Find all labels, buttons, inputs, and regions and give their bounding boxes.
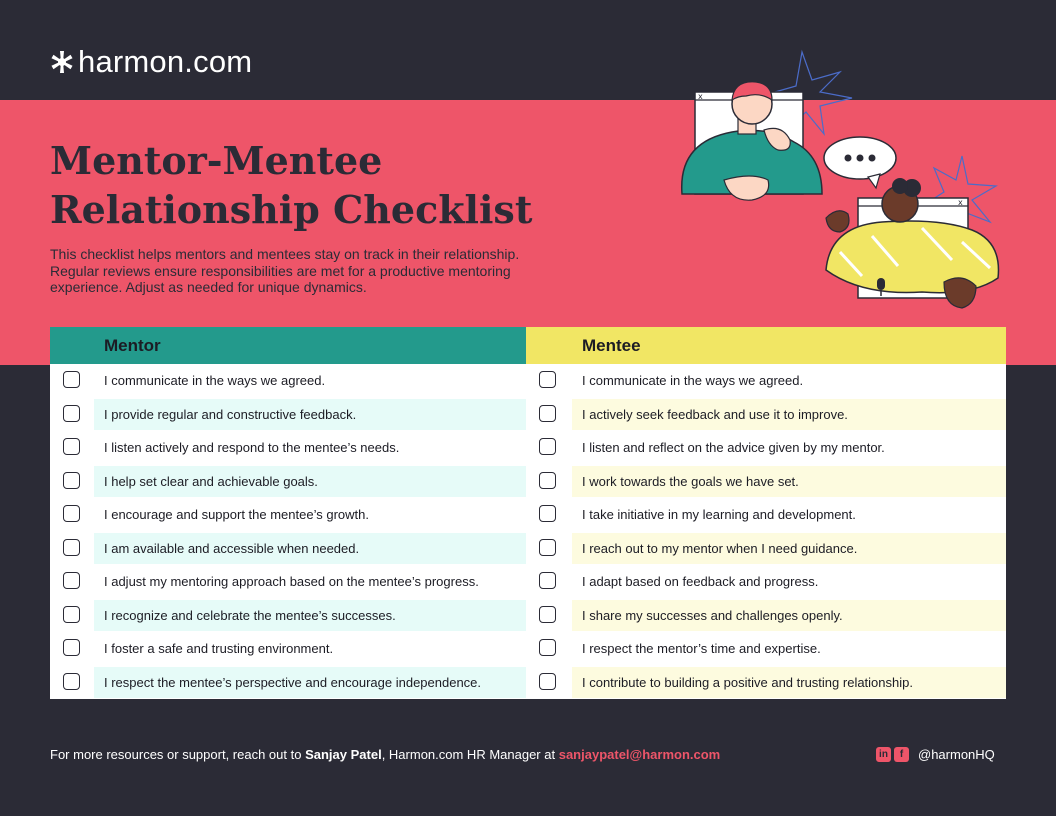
- item-label: I provide regular and constructive feedback.: [94, 399, 526, 431]
- checkbox[interactable]: [539, 405, 556, 422]
- item-label: I recognize and celebrate the mentee’s successes.: [94, 600, 526, 632]
- item-label: I share my successes and challenges openly.: [572, 600, 1006, 632]
- item-label: I help set clear and achievable goals.: [94, 466, 526, 498]
- checklist-row: [526, 632, 1006, 666]
- contact-role: , Harmon.com HR Manager at: [381, 747, 556, 762]
- checkbox[interactable]: [539, 639, 556, 656]
- svg-text:x: x: [698, 92, 703, 101]
- checkbox[interactable]: [539, 438, 556, 455]
- linkedin-icon[interactable]: in: [876, 747, 891, 762]
- checklist-row: [50, 599, 526, 633]
- checklist-row: [526, 431, 1006, 465]
- checklist-row: [50, 565, 526, 599]
- item-label: I encourage and support the mentee’s growth.: [104, 507, 369, 523]
- item-label: I communicate in the ways we agreed.: [104, 373, 326, 389]
- item-label: I take initiative in my learning and development.: [582, 507, 856, 523]
- page-title: [50, 136, 570, 234]
- checklist-row: [50, 632, 526, 666]
- item-label: I respect the mentor’s time and expertise.: [582, 641, 821, 657]
- speech-bubble-icon: [824, 137, 896, 188]
- mentor-heading: Mentor: [50, 327, 526, 364]
- mentor-rows: [50, 364, 526, 699]
- checklist-row: [526, 465, 1006, 499]
- checklist-row: [526, 666, 1006, 700]
- mentee-rows: [526, 364, 1006, 699]
- facebook-icon[interactable]: f: [894, 747, 909, 762]
- checkbox[interactable]: [63, 438, 80, 455]
- checkbox[interactable]: [63, 371, 80, 388]
- checklist-row: [50, 498, 526, 532]
- checkbox[interactable]: [63, 405, 80, 422]
- asterisk-icon: [50, 50, 74, 74]
- checklist-row: [526, 398, 1006, 432]
- mentee-heading: Mentee: [526, 327, 1006, 364]
- checkbox[interactable]: [63, 606, 80, 623]
- checkbox[interactable]: [539, 539, 556, 556]
- svg-text:x: x: [958, 198, 963, 207]
- checkbox[interactable]: [539, 505, 556, 522]
- checkbox[interactable]: [63, 639, 80, 656]
- brand-name: harmon.com: [78, 44, 253, 79]
- item-label: I communicate in the ways we agreed.: [582, 373, 804, 389]
- checkbox[interactable]: [63, 472, 80, 489]
- checklist-row: [50, 398, 526, 432]
- mentee-checklist: [526, 327, 1006, 699]
- checkbox[interactable]: [539, 472, 556, 489]
- item-label: I actively seek feedback and use it to improve.: [572, 399, 1006, 431]
- item-label: I listen and reflect on the advice given by my mentor.: [582, 440, 885, 456]
- footer-prefix: For more resources or support, reach out to: [50, 747, 302, 762]
- item-label: I respect the mentee’s perspective and encourage independence.: [94, 667, 526, 699]
- checkbox[interactable]: [539, 673, 556, 690]
- item-label: I reach out to my mentor when I need guidance.: [572, 533, 1006, 565]
- checklist-row: [526, 532, 1006, 566]
- brand-logo: [50, 44, 252, 80]
- checklist-row: [50, 666, 526, 700]
- item-label: I work towards the goals we have set.: [572, 466, 1006, 498]
- checklist-row: [50, 532, 526, 566]
- mentor-checklist: [50, 327, 526, 699]
- checkbox[interactable]: [63, 505, 80, 522]
- title-line-2: Relationship Checklist: [50, 187, 533, 232]
- item-label: I adapt based on feedback and progress.: [582, 574, 819, 590]
- item-label: I listen actively and respond to the mentee’s needs.: [104, 440, 400, 456]
- contact-email-link[interactable]: sanjaypatel@harmon.com: [558, 747, 721, 762]
- checklist-row: [50, 364, 526, 398]
- checkbox[interactable]: [63, 539, 80, 556]
- checklist-row: [50, 431, 526, 465]
- video-call-illustration: [672, 46, 1012, 321]
- contact-name: Sanjay Patel: [305, 747, 382, 762]
- checkbox[interactable]: [63, 572, 80, 589]
- social-links: [876, 747, 995, 762]
- checklist-row: [526, 498, 1006, 532]
- mentee-video-window: [826, 178, 998, 308]
- title-line-1: Mentor-Mentee: [50, 138, 383, 183]
- checklist-row: [526, 364, 1006, 398]
- intro-text: This checklist helps mentors and mentees stay on track in their relationship. Regular reviews ensure responsibilities are met for a productive mentoring experience. Adjust as needed for unique dynamics.: [50, 246, 520, 295]
- checklist-row: [50, 465, 526, 499]
- item-label: I foster a safe and trusting environment.: [104, 641, 334, 657]
- checklist-row: [526, 565, 1006, 599]
- item-label: I adjust my mentoring approach based on the mentee’s progress.: [104, 574, 479, 590]
- social-handle: @harmonHQ: [918, 747, 995, 762]
- checklist-row: [526, 599, 1006, 633]
- mentor-video-window: [682, 82, 822, 200]
- checkbox[interactable]: [539, 572, 556, 589]
- checkbox[interactable]: [63, 673, 80, 690]
- item-label: I contribute to building a positive and trusting relationship.: [572, 667, 1006, 699]
- item-label: I am available and accessible when needed.: [94, 533, 526, 565]
- footer-contact: [50, 747, 720, 762]
- checkbox[interactable]: [539, 371, 556, 388]
- checkbox[interactable]: [539, 606, 556, 623]
